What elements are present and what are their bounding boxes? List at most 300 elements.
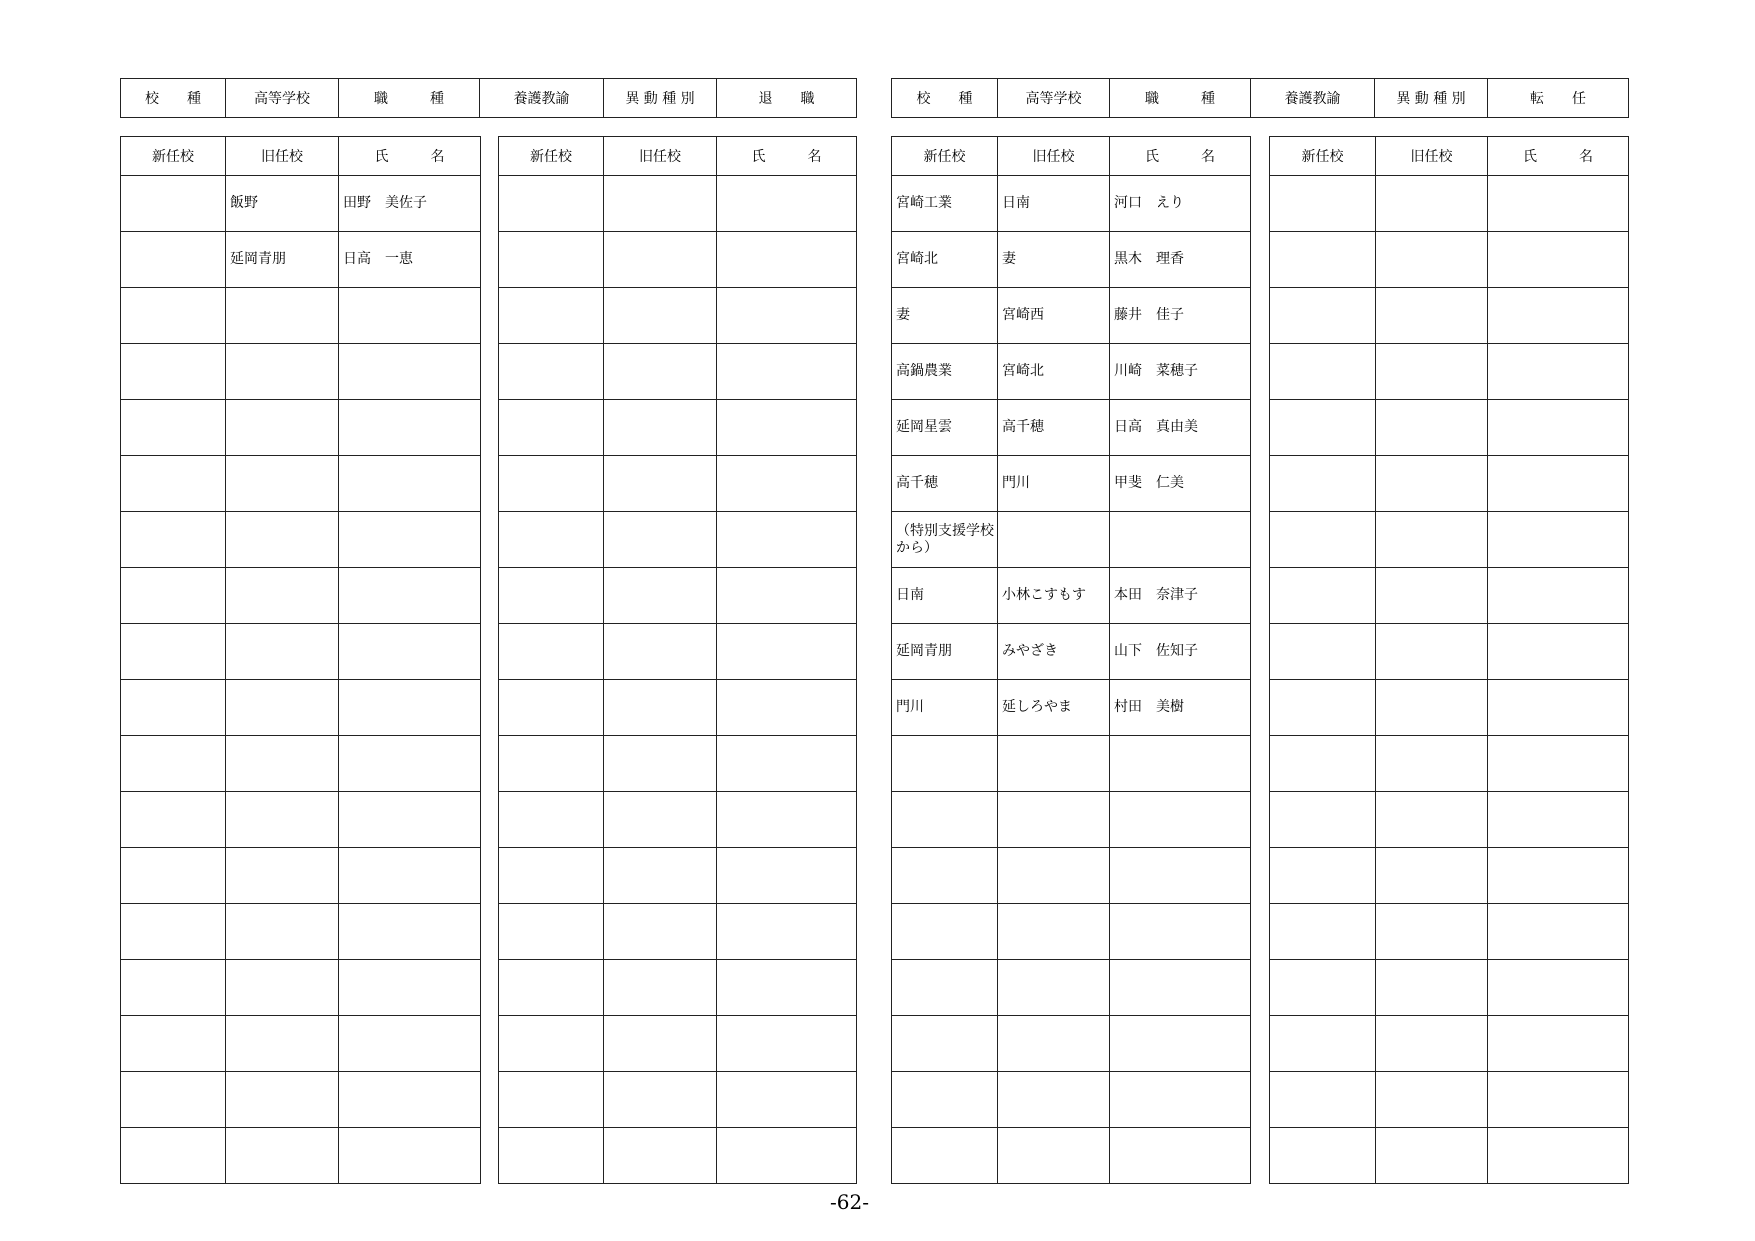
cell-name (717, 1128, 857, 1184)
retirement-list-table (120, 136, 481, 1184)
table-row (1270, 1016, 1629, 1072)
cell-name (339, 904, 481, 960)
col-name: 氏 名 (1488, 137, 1629, 176)
cell-old-school (1376, 400, 1488, 456)
transfer-type-value: 転 任 (1488, 79, 1629, 118)
cell-old-school: 門川 (998, 456, 1110, 512)
table-row (499, 624, 857, 680)
cell-new-school (1270, 848, 1376, 904)
cell-new-school (499, 456, 604, 512)
table-row (1270, 288, 1629, 344)
cell-name (339, 512, 481, 568)
table-row (1270, 680, 1629, 736)
cell-old-school: 飯野 (226, 176, 339, 232)
cell-old-school (604, 344, 717, 400)
transfer-list-table (891, 136, 1251, 1184)
cell-name: 村田 美樹 (1110, 680, 1251, 736)
cell-name (1110, 904, 1251, 960)
cell-new-school (499, 568, 604, 624)
table-row (892, 568, 1251, 624)
cell-name (1488, 904, 1629, 960)
cell-new-school (499, 624, 604, 680)
table-row (121, 568, 481, 624)
cell-name: 本田 奈津子 (1110, 568, 1251, 624)
cell-name (1110, 512, 1251, 568)
col-name: 氏 名 (1110, 137, 1251, 176)
table-row (499, 736, 857, 792)
cell-old-school (604, 456, 717, 512)
cell-new-school: 延岡青朋 (892, 624, 998, 680)
cell-new-school (121, 232, 226, 288)
cell-name (717, 288, 857, 344)
table-row (892, 680, 1251, 736)
col-old-school: 旧任校 (998, 137, 1110, 176)
cell-name (717, 568, 857, 624)
school-type-label: 校 種 (892, 79, 998, 118)
cell-new-school (121, 512, 226, 568)
cell-old-school (998, 792, 1110, 848)
table-row (499, 456, 857, 512)
cell-new-school (499, 680, 604, 736)
cell-name (717, 848, 857, 904)
cell-old-school (604, 624, 717, 680)
cell-old-school (604, 1016, 717, 1072)
table-row (121, 456, 481, 512)
cell-old-school (1376, 232, 1488, 288)
table-row (892, 344, 1251, 400)
table-row (121, 848, 481, 904)
table-row (892, 456, 1251, 512)
cell-old-school (604, 400, 717, 456)
cell-name: 日高 真由美 (1110, 400, 1251, 456)
cell-new-school (499, 792, 604, 848)
cell-name (339, 288, 481, 344)
cell-new-school (1270, 232, 1376, 288)
cell-new-school (121, 792, 226, 848)
job-value: 養護教諭 (480, 79, 604, 118)
cell-name (1488, 624, 1629, 680)
cell-name (1110, 1072, 1251, 1128)
cell-old-school (1376, 960, 1488, 1016)
cell-new-school (121, 344, 226, 400)
cell-old-school (998, 1128, 1110, 1184)
cell-name (339, 456, 481, 512)
table-row (121, 288, 481, 344)
cell-old-school (1376, 792, 1488, 848)
cell-name (717, 1072, 857, 1128)
transfer-type-label: 異 動 種 別 (1375, 79, 1488, 118)
cell-old-school (604, 792, 717, 848)
cell-old-school (1376, 1128, 1488, 1184)
cell-old-school (1376, 288, 1488, 344)
table-row (499, 680, 857, 736)
cell-name (339, 624, 481, 680)
cell-new-school (499, 512, 604, 568)
cell-name (339, 736, 481, 792)
cell-old-school (604, 288, 717, 344)
cell-new-school (1270, 736, 1376, 792)
cell-new-school (1270, 904, 1376, 960)
cell-name: 山下 佐知子 (1110, 624, 1251, 680)
cell-name (1110, 1016, 1251, 1072)
table-row (499, 176, 857, 232)
cell-new-school: 宮崎工業 (892, 176, 998, 232)
cell-old-school (604, 176, 717, 232)
table-row (892, 288, 1251, 344)
cell-new-school (121, 288, 226, 344)
table-row (1270, 512, 1629, 568)
cell-new-school (1270, 960, 1376, 1016)
cell-name: 河口 えり (1110, 176, 1251, 232)
cell-old-school (604, 848, 717, 904)
table-row (499, 792, 857, 848)
job-label: 職 種 (1110, 79, 1251, 118)
cell-name (339, 792, 481, 848)
cell-new-school (499, 1128, 604, 1184)
table-row (892, 1072, 1251, 1128)
cell-old-school (226, 456, 339, 512)
cell-new-school (892, 1128, 998, 1184)
col-old-school: 旧任校 (1376, 137, 1488, 176)
cell-new-school (1270, 1128, 1376, 1184)
col-new-school: 新任校 (892, 137, 998, 176)
cell-old-school: みやざき (998, 624, 1110, 680)
cell-new-school (121, 960, 226, 1016)
table-row (121, 176, 481, 232)
table-row (499, 568, 857, 624)
col-new-school: 新任校 (1270, 137, 1376, 176)
table-row (1270, 1128, 1629, 1184)
table-row (1270, 344, 1629, 400)
cell-new-school (499, 848, 604, 904)
table-row (892, 1128, 1251, 1184)
cell-old-school (1376, 176, 1488, 232)
cell-name (339, 1016, 481, 1072)
cell-name (717, 904, 857, 960)
cell-name (339, 848, 481, 904)
cell-name (1488, 1128, 1629, 1184)
cell-new-school (121, 624, 226, 680)
cell-new-school (1270, 344, 1376, 400)
cell-old-school: 日南 (998, 176, 1110, 232)
cell-new-school (121, 680, 226, 736)
cell-new-school (1270, 568, 1376, 624)
cell-name: 藤井 佳子 (1110, 288, 1251, 344)
table-row (499, 512, 857, 568)
cell-name (1488, 512, 1629, 568)
school-type-value: 高等学校 (226, 79, 339, 118)
table-row (892, 960, 1251, 1016)
cell-new-school (499, 232, 604, 288)
table-row (499, 288, 857, 344)
cell-name (1488, 1016, 1629, 1072)
col-new-school: 新任校 (121, 137, 226, 176)
table-row (499, 904, 857, 960)
cell-name (1110, 792, 1251, 848)
cell-new-school (121, 736, 226, 792)
transfer-type-label: 異 動 種 別 (604, 79, 717, 118)
cell-old-school (1376, 848, 1488, 904)
cell-name (717, 736, 857, 792)
cell-new-school (1270, 288, 1376, 344)
cell-new-school (1270, 624, 1376, 680)
table-row (499, 1072, 857, 1128)
cell-old-school (226, 344, 339, 400)
table-row (892, 400, 1251, 456)
cell-old-school (1376, 1072, 1488, 1128)
cell-old-school (226, 1016, 339, 1072)
cell-name (717, 344, 857, 400)
cell-name (339, 680, 481, 736)
cell-new-school (892, 904, 998, 960)
cell-old-school (1376, 512, 1488, 568)
cell-old-school (226, 288, 339, 344)
table-row (1270, 456, 1629, 512)
table-row (1270, 400, 1629, 456)
cell-name (717, 792, 857, 848)
cell-old-school (604, 232, 717, 288)
cell-old-school (226, 792, 339, 848)
cell-name (717, 176, 857, 232)
cell-name (339, 568, 481, 624)
cell-new-school (892, 848, 998, 904)
table-row (892, 512, 1251, 568)
table-row (892, 1016, 1251, 1072)
cell-name (1488, 568, 1629, 624)
table-row (499, 400, 857, 456)
table-row (121, 904, 481, 960)
cell-name (1110, 736, 1251, 792)
cell-old-school (604, 904, 717, 960)
table-row (499, 960, 857, 1016)
cell-name: 日高 一恵 (339, 232, 481, 288)
cell-new-school (121, 400, 226, 456)
table-row (121, 1128, 481, 1184)
table-row (121, 736, 481, 792)
cell-old-school (226, 960, 339, 1016)
table-row (1270, 904, 1629, 960)
cell-old-school (998, 736, 1110, 792)
cell-old-school: 高千穂 (998, 400, 1110, 456)
cell-old-school (1376, 624, 1488, 680)
cell-new-school (1270, 680, 1376, 736)
cell-name: 川崎 菜穂子 (1110, 344, 1251, 400)
cell-name (1488, 848, 1629, 904)
col-old-school: 旧任校 (604, 137, 717, 176)
cell-old-school (604, 568, 717, 624)
table-row (121, 792, 481, 848)
cell-new-school (1270, 400, 1376, 456)
table-row (499, 232, 857, 288)
cell-new-school (499, 400, 604, 456)
table-row (121, 680, 481, 736)
cell-name (339, 344, 481, 400)
cell-name (1488, 344, 1629, 400)
cell-name (717, 960, 857, 1016)
cell-name (1488, 456, 1629, 512)
cell-old-school (1376, 1016, 1488, 1072)
cell-new-school (121, 1072, 226, 1128)
cell-old-school (604, 1072, 717, 1128)
right-header-table (891, 78, 1629, 118)
cell-new-school (121, 848, 226, 904)
cell-name (339, 400, 481, 456)
cell-new-school (499, 736, 604, 792)
cell-old-school (998, 1016, 1110, 1072)
cell-new-school: 宮崎北 (892, 232, 998, 288)
table-row (1270, 1072, 1629, 1128)
cell-name (1488, 288, 1629, 344)
cell-name (717, 400, 857, 456)
table-row (121, 232, 481, 288)
cell-name (717, 232, 857, 288)
cell-name (717, 624, 857, 680)
table-row (121, 400, 481, 456)
table-row (499, 1128, 857, 1184)
cell-old-school: 延しろやま (998, 680, 1110, 736)
cell-new-school: 高鍋農業 (892, 344, 998, 400)
table-row (121, 1016, 481, 1072)
cell-name (1488, 736, 1629, 792)
cell-new-school (121, 1128, 226, 1184)
cell-old-school (604, 960, 717, 1016)
cell-old-school (226, 1128, 339, 1184)
school-type-value: 高等学校 (998, 79, 1110, 118)
cell-old-school (226, 904, 339, 960)
retirement-list-table-continued (498, 136, 857, 1184)
table-row (892, 624, 1251, 680)
table-row (121, 512, 481, 568)
cell-name (1110, 848, 1251, 904)
col-old-school: 旧任校 (226, 137, 339, 176)
cell-new-school (1270, 176, 1376, 232)
cell-new-school: 妻 (892, 288, 998, 344)
cell-old-school: 延岡青朋 (226, 232, 339, 288)
cell-old-school (226, 1072, 339, 1128)
table-row (1270, 232, 1629, 288)
cell-new-school: 延岡星雲 (892, 400, 998, 456)
cell-new-school (1270, 456, 1376, 512)
cell-new-school (1270, 1072, 1376, 1128)
table-row (1270, 960, 1629, 1016)
cell-old-school (604, 680, 717, 736)
cell-old-school (998, 848, 1110, 904)
table-row (499, 1016, 857, 1072)
cell-new-school (121, 904, 226, 960)
table-row (1270, 624, 1629, 680)
cell-old-school (1376, 736, 1488, 792)
cell-new-school (499, 344, 604, 400)
table-row (1270, 792, 1629, 848)
cell-new-school (499, 1072, 604, 1128)
table-row (499, 344, 857, 400)
table-row (121, 960, 481, 1016)
cell-old-school (226, 512, 339, 568)
cell-old-school: 宮崎西 (998, 288, 1110, 344)
cell-new-school: （特別支援学校から） (892, 512, 998, 568)
table-row (892, 848, 1251, 904)
cell-new-school (1270, 512, 1376, 568)
cell-old-school (998, 1072, 1110, 1128)
cell-new-school: 日南 (892, 568, 998, 624)
cell-new-school (892, 1072, 998, 1128)
table-row (892, 232, 1251, 288)
cell-name (339, 960, 481, 1016)
cell-name (339, 1128, 481, 1184)
left-header-table (120, 78, 857, 118)
col-name: 氏 名 (339, 137, 481, 176)
transfer-list-table-continued (1269, 136, 1629, 1184)
cell-new-school (499, 288, 604, 344)
col-new-school: 新任校 (499, 137, 604, 176)
cell-old-school (1376, 680, 1488, 736)
table-row (1270, 736, 1629, 792)
cell-old-school (1376, 568, 1488, 624)
cell-old-school (1376, 344, 1488, 400)
cell-old-school (604, 736, 717, 792)
cell-new-school (121, 1016, 226, 1072)
cell-name (1110, 1128, 1251, 1184)
cell-old-school (226, 624, 339, 680)
col-name: 氏 名 (717, 137, 857, 176)
cell-name (1488, 1072, 1629, 1128)
cell-name (717, 1016, 857, 1072)
cell-new-school (892, 792, 998, 848)
table-row (1270, 568, 1629, 624)
cell-old-school (226, 736, 339, 792)
page-number: -62- (830, 1190, 869, 1214)
transfer-type-value: 退 職 (717, 79, 857, 118)
table-row (892, 736, 1251, 792)
cell-old-school (226, 680, 339, 736)
cell-name (717, 680, 857, 736)
cell-old-school: 小林こすもす (998, 568, 1110, 624)
table-row (892, 792, 1251, 848)
cell-old-school (226, 568, 339, 624)
cell-name: 甲斐 仁美 (1110, 456, 1251, 512)
cell-name (1488, 232, 1629, 288)
school-type-label: 校 種 (121, 79, 226, 118)
cell-old-school (226, 400, 339, 456)
cell-name: 田野 美佐子 (339, 176, 481, 232)
cell-new-school (1270, 1016, 1376, 1072)
table-row (121, 624, 481, 680)
table-row (499, 848, 857, 904)
cell-old-school (1376, 904, 1488, 960)
cell-name (1110, 960, 1251, 1016)
cell-name (717, 512, 857, 568)
cell-name (1488, 960, 1629, 1016)
cell-name (1488, 792, 1629, 848)
cell-new-school (499, 1016, 604, 1072)
cell-new-school (121, 456, 226, 512)
cell-old-school (998, 512, 1110, 568)
cell-new-school (121, 176, 226, 232)
cell-new-school (121, 568, 226, 624)
cell-old-school (998, 960, 1110, 1016)
cell-old-school: 妻 (998, 232, 1110, 288)
cell-name (1488, 680, 1629, 736)
cell-name (1488, 400, 1629, 456)
cell-name (339, 1072, 481, 1128)
cell-new-school (892, 960, 998, 1016)
job-label: 職 種 (339, 79, 480, 118)
cell-new-school (499, 176, 604, 232)
cell-old-school (604, 512, 717, 568)
table-row (121, 1072, 481, 1128)
cell-name: 黒木 理香 (1110, 232, 1251, 288)
cell-name (1488, 176, 1629, 232)
